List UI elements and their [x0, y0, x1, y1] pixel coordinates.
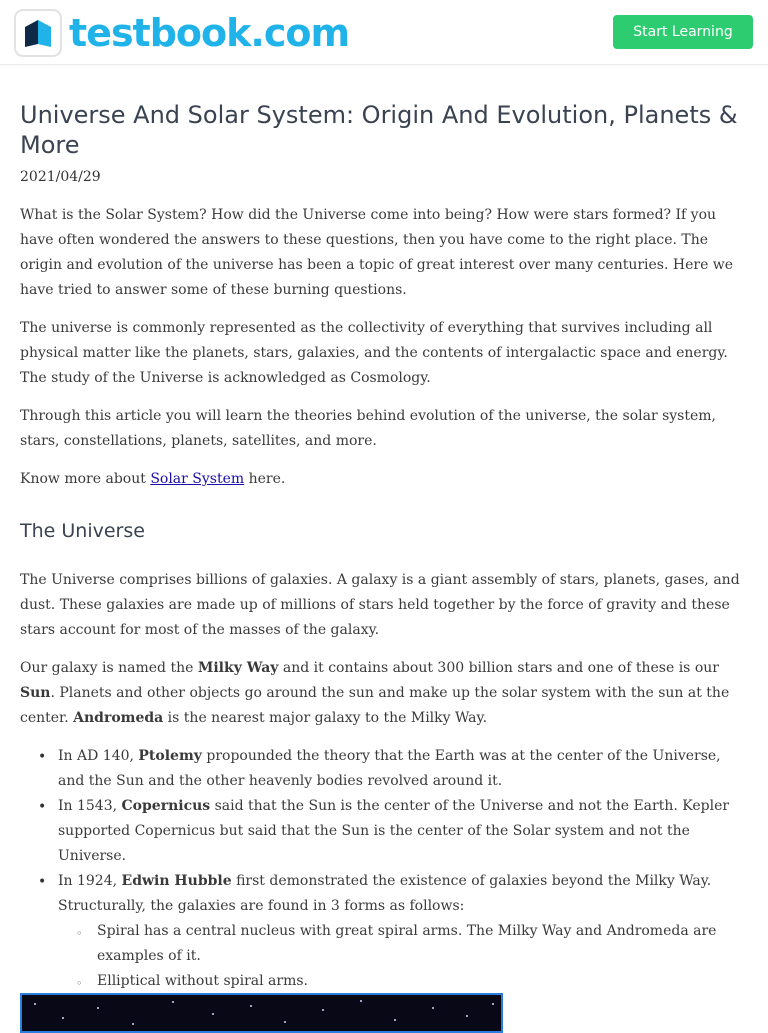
article-title: Universe And Solar System: Origin And Evolution, Planets & More: [20, 101, 738, 159]
milky-way-term: Milky Way: [197, 660, 279, 676]
star-dot: [97, 1007, 99, 1009]
star-dot: [250, 1005, 252, 1007]
intro-paragraph: Through this article you will learn the theories behind evolution of the universe, the solar system, stars, constellations, planets, satellites, and more.: [20, 408, 717, 449]
andromeda-term: Andromeda: [73, 710, 164, 726]
galaxy-paragraph: Our galaxy is named the Milky Way and it contains about 300 billion stars and one of these is our Sun. Planets and other objects go around the sun and make up the solar system with the sun at the center. Andromeda is the nearest major galaxy to the Milky Way.: [20, 660, 730, 726]
logo-text: testbook.com: [69, 11, 350, 55]
list-item: • In AD 140, Ptolemy propounded the theory that the Earth was at the center of the Universe, and the Sun and the other heavenly bodies revolved around it.: [58, 744, 750, 794]
star-dot: [394, 1019, 396, 1021]
history-list: [20, 744, 750, 1019]
universe-paragraph: The Universe comprises billions of galaxies. A galaxy is a giant assembly of stars, planets, gases, and dust. These galaxies are made up of millions of stars held together by the force of gravity and these stars account for most of the masses of the galaxy.: [20, 572, 740, 638]
star-dot: [284, 1021, 286, 1023]
section-heading-universe: The Universe: [20, 520, 145, 542]
sun-term: Sun: [20, 685, 51, 701]
star-dot: [172, 1001, 174, 1003]
intro-paragraph: The universe is commonly represented as the collectivity of everything that survives including all physical matter like the planets, stars, galaxies, and the contents of intergalactic space and energy. The study of the Universe is acknowledged as Cosmology.: [20, 320, 728, 386]
star-dot: [34, 1003, 36, 1005]
list-item: • In 1924, Edwin Hubble first demonstrated the existence of galaxies beyond the Milky Way. Structurally, the galaxies are found in 3 forms as follows: ◦ Spiral has a central nucleus with great spiral arms. The Milky Way and Andromeda are examples of it. ◦ Elliptical without spiral arms. ◦: [58, 869, 750, 1019]
article-date: 2021/04/29: [20, 169, 101, 185]
list-item: ◦ Spiral has a central nucleus with great spiral arms. The Milky Way and Andromeda are examples of it.: [97, 919, 750, 969]
star-dot: [62, 1017, 64, 1019]
list-item: • In 1543, Copernicus said that the Sun is the center of the Universe and not the Earth. Kepler supported Copernicus but said that the Sun is the center of the Solar system and not the Universe.: [58, 794, 750, 869]
universe-image: [20, 993, 503, 1033]
start-learning-button[interactable]: Start Learning: [613, 15, 753, 49]
star-dot: [360, 1000, 362, 1002]
star-dot: [466, 1015, 468, 1017]
star-dot: [432, 1007, 434, 1009]
list-item: ◦ Elliptical without spiral arms.: [97, 969, 750, 994]
star-dot: [322, 1009, 324, 1011]
article-content: [20, 100, 750, 1019]
solar-system-link[interactable]: Solar System: [150, 471, 245, 487]
testbook-logo[interactable]: [14, 9, 349, 57]
know-more-paragraph: Know more about Solar System here.: [20, 471, 286, 487]
star-dot: [492, 1003, 494, 1005]
testbook-logo-icon: [14, 9, 62, 57]
star-dot: [132, 1023, 134, 1025]
star-dot: [212, 1013, 214, 1015]
intro-paragraph: What is the Solar System? How did the Universe come into being? How were stars formed? If you have often wondered the answers to these questions, then you have come to the right place. The origin and evolution of the universe has been a topic of great interest over many centuries. Here we have tried to answer some of these burning questions.: [20, 207, 734, 298]
site-header: [0, 0, 768, 65]
